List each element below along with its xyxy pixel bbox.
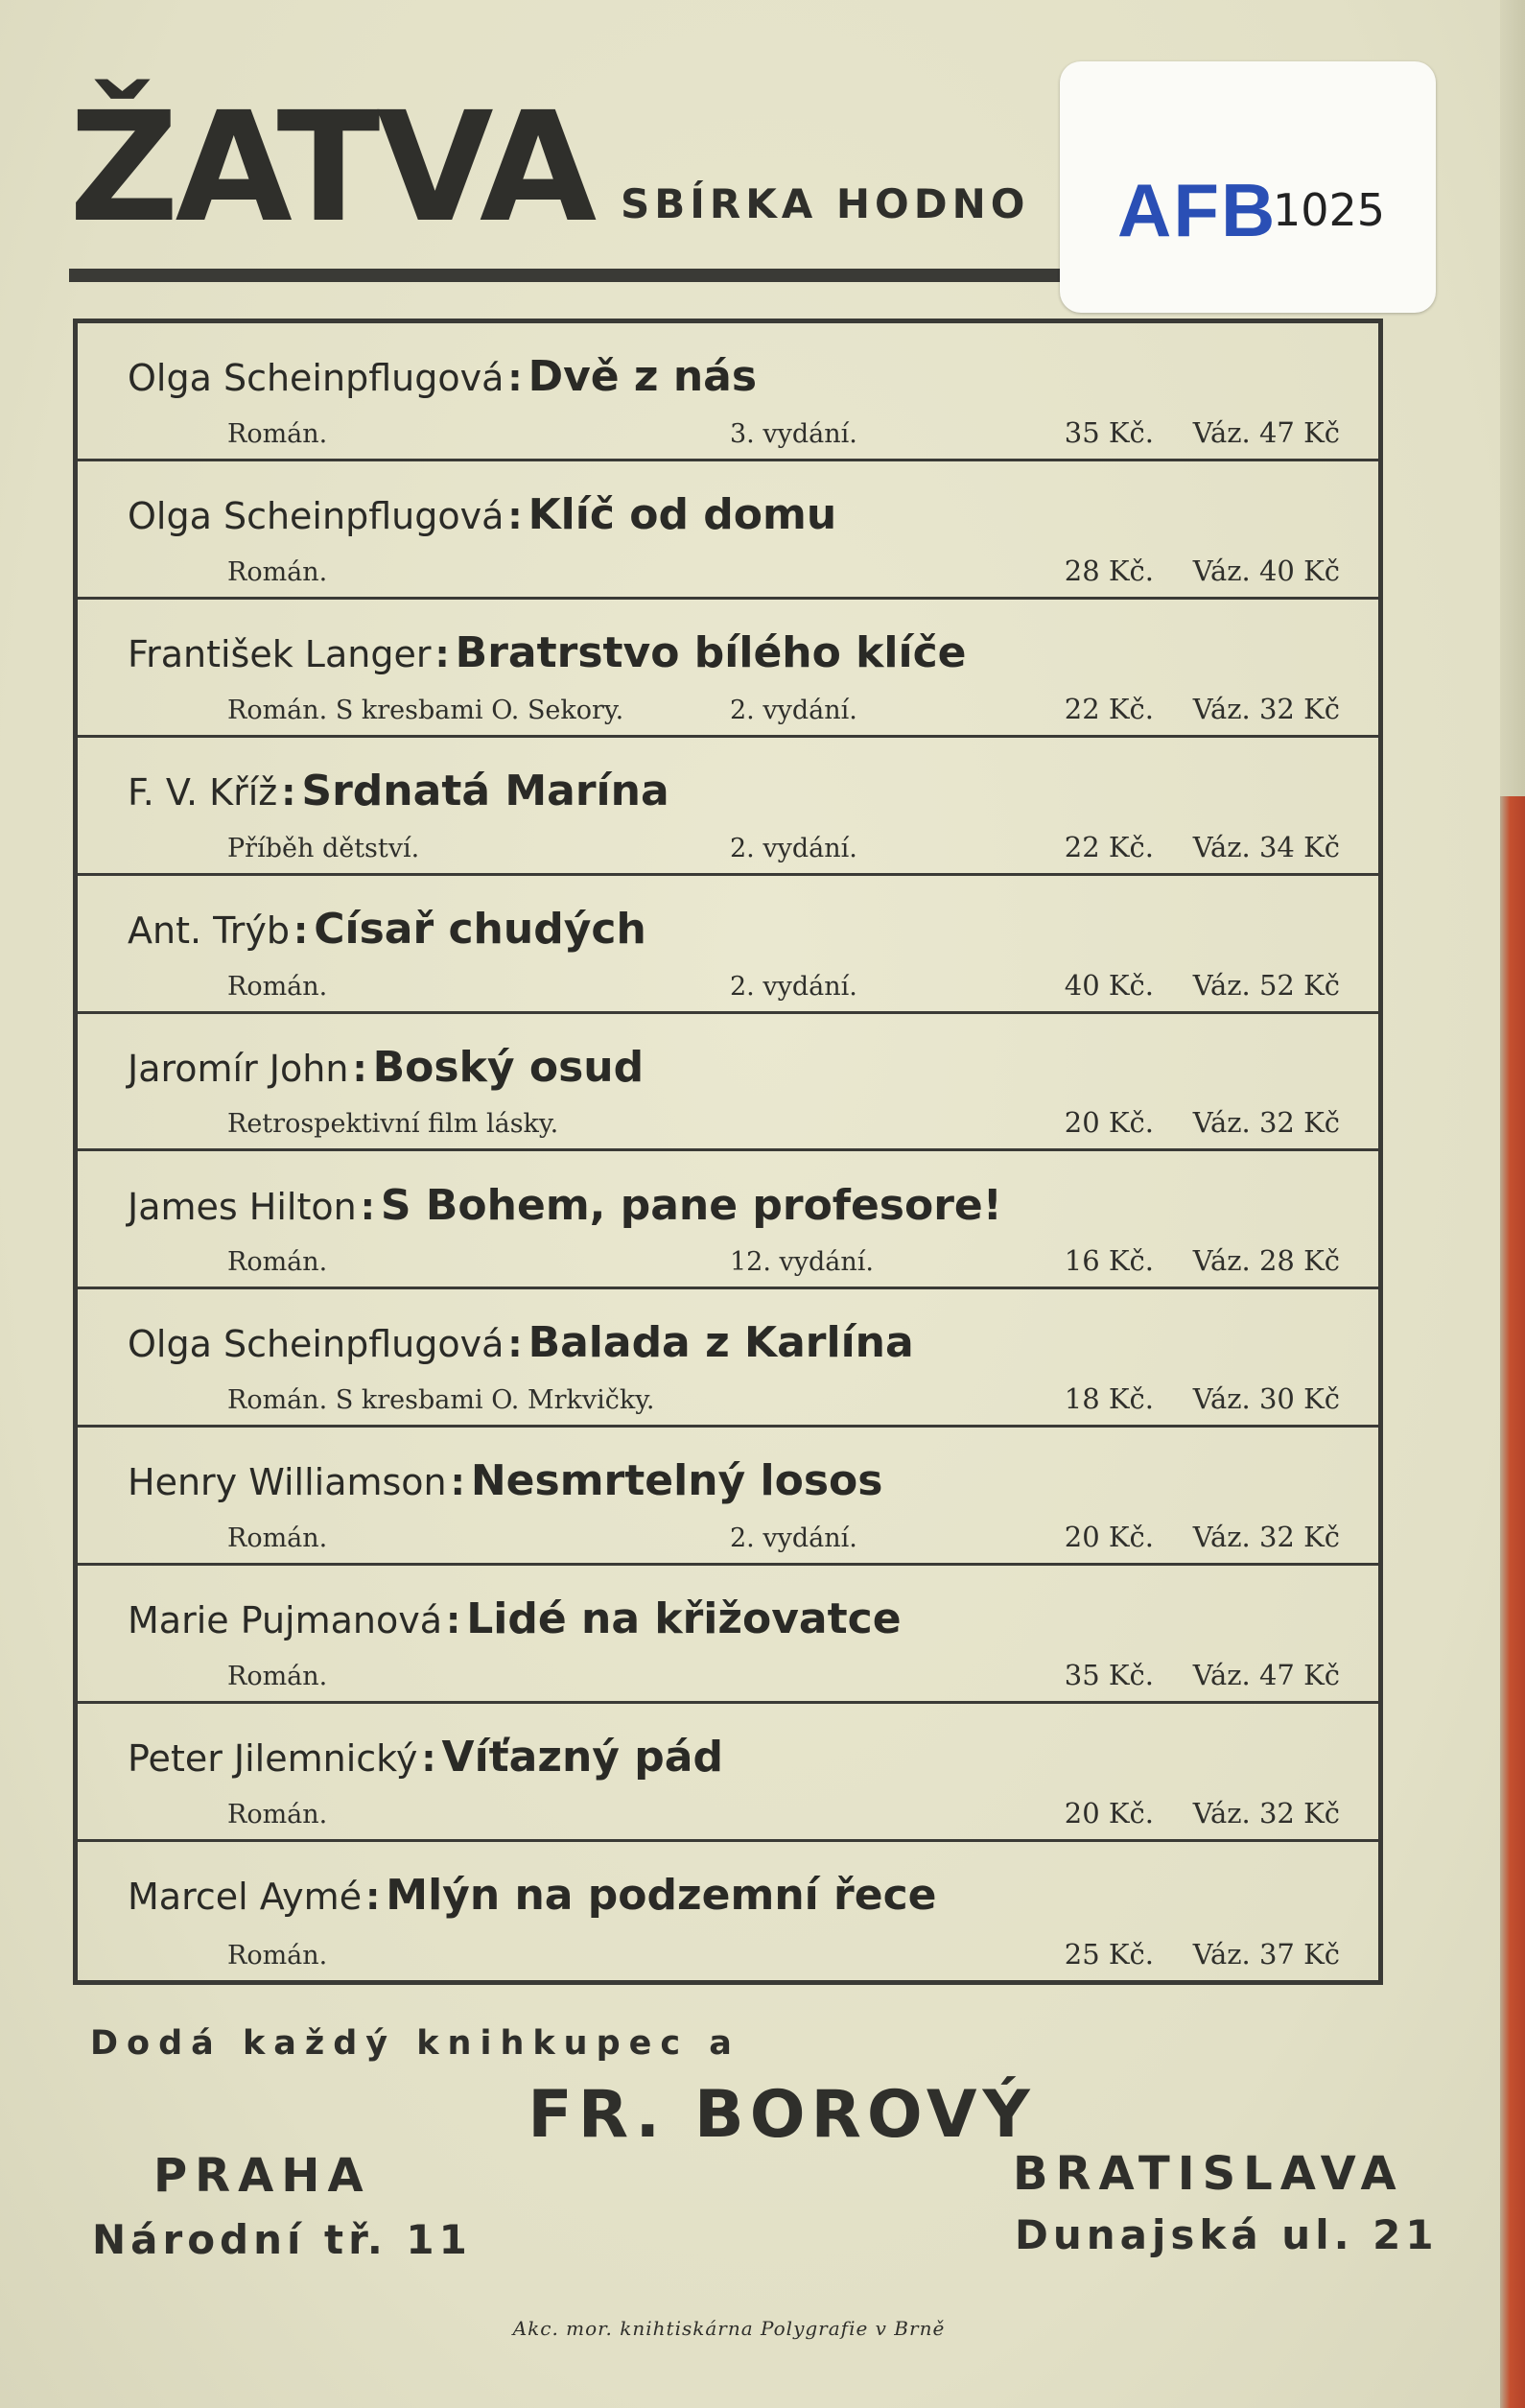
entry-subtitle: Román.: [227, 1940, 328, 1971]
entry-title: Balada z Karlína: [528, 1318, 914, 1368]
entry-colon: :: [446, 1599, 461, 1642]
book-catalog: [73, 319, 1383, 1985]
entry-subtitle: Román.: [227, 1662, 328, 1692]
entry-author: Henry Williamson: [128, 1461, 447, 1504]
entry-heading: [128, 1733, 723, 1782]
entry-price-bound: Váz. 40 Kč: [1192, 554, 1340, 587]
entry-subtitle: Román. S kresbami O. Mrkvičky.: [227, 1385, 655, 1416]
entry-edition: 2. vydání.: [730, 971, 857, 1002]
entry-title: Klíč od domu: [528, 489, 837, 539]
entry-title: S Bohem, pane profesore!: [380, 1180, 1002, 1230]
series-subtitle: SBÍRKA HODNO: [621, 180, 1030, 227]
entry-colon: :: [434, 632, 450, 675]
entry-title: Srdnatá Marína: [301, 766, 669, 815]
catalog-entry: [78, 600, 1378, 738]
entry-colon: :: [293, 909, 309, 952]
catalog-entry: [78, 876, 1378, 1014]
entry-colon: :: [507, 357, 523, 399]
entry-title: Víťazný pád: [441, 1733, 723, 1782]
entry-author: Olga Scheinpflugová: [128, 494, 504, 537]
entry-subtitle: Retrospektivní film lásky.: [227, 1109, 559, 1140]
entry-colon: :: [507, 1323, 523, 1366]
entry-colon: :: [507, 494, 523, 537]
catalog-entry: [78, 1152, 1378, 1290]
entry-price: 28 Kč.: [1064, 554, 1154, 587]
series-brand: ŽATVA: [69, 80, 594, 256]
entry-price-bound: Váz. 32 Kč: [1192, 1521, 1340, 1554]
entry-author: F. V. Kříž: [128, 770, 278, 814]
entry-edition: 2. vydání.: [730, 695, 857, 725]
entry-price-bound: Váz. 34 Kč: [1192, 830, 1340, 863]
entry-author: František Langer: [128, 632, 432, 675]
entry-edition: 3. vydání.: [730, 418, 857, 449]
entry-subtitle: Román. S kresbami O. Sekory.: [227, 695, 624, 725]
entry-heading: [128, 1456, 882, 1505]
catalog-entry: [78, 1289, 1378, 1428]
entry-price: 20 Kč.: [1064, 1521, 1154, 1554]
catalog-entry: [78, 1014, 1378, 1152]
city-praha: PRAHA: [153, 2149, 371, 2203]
entry-heading: [128, 905, 646, 954]
library-label-sticker: [1060, 61, 1436, 313]
entry-subtitle: Román.: [227, 1247, 328, 1278]
entry-edition: 2. vydání.: [730, 1523, 857, 1554]
entry-price: 16 Kč.: [1064, 1244, 1154, 1278]
entry-price-bound: Váz. 32 Kč: [1192, 1797, 1340, 1830]
city-bratislava: BRATISLAVA: [1013, 2147, 1404, 2201]
entry-author: Marcel Aymé: [128, 1876, 363, 1919]
entry-colon: :: [450, 1461, 465, 1504]
entry-edition: 2. vydání.: [730, 833, 857, 863]
publisher-name: FR. BOROVÝ: [528, 2077, 1036, 2153]
catalog-entry: [78, 323, 1378, 461]
entry-price-bound: Váz. 47 Kč: [1192, 415, 1340, 449]
entry-price: 20 Kč.: [1064, 1106, 1154, 1140]
entry-price: 20 Kč.: [1064, 1797, 1154, 1830]
entry-price-bound: Váz. 30 Kč: [1192, 1382, 1340, 1416]
entry-price: 35 Kč.: [1064, 415, 1154, 449]
entry-heading: [128, 1871, 937, 1920]
entry-title: Boský osud: [372, 1042, 645, 1092]
entry-price-bound: Váz. 32 Kč: [1192, 1106, 1340, 1140]
address-praha: Národní tř. 11: [92, 2216, 472, 2263]
entry-author: Ant. Trýb: [128, 909, 290, 952]
entry-price-bound: Váz. 32 Kč: [1192, 692, 1340, 725]
printer-imprint: Akc. mor. knihtiskárna Polygrafie v Brně: [512, 2317, 946, 2340]
entry-heading: [128, 628, 967, 677]
entry-subtitle: Román.: [227, 418, 328, 449]
entry-price-bound: Váz. 52 Kč: [1192, 968, 1340, 1002]
entry-price-bound: Váz. 47 Kč: [1192, 1659, 1340, 1692]
entry-edition: 12. vydání.: [730, 1247, 875, 1278]
entry-heading: [128, 352, 757, 401]
entry-title: Dvě z nás: [528, 352, 758, 401]
entry-colon: :: [421, 1737, 436, 1781]
availability-text: Dodá každý knihkupec a: [90, 2024, 740, 2063]
entry-heading: [128, 1043, 644, 1092]
entry-subtitle: Román.: [227, 971, 328, 1002]
entry-author: Olga Scheinpflugová: [128, 1323, 504, 1366]
entry-price: 18 Kč.: [1064, 1382, 1154, 1416]
entry-author: Marie Pujmanová: [128, 1599, 443, 1642]
entry-price: 22 Kč.: [1064, 830, 1154, 863]
red-spine-strip: [1500, 796, 1525, 2408]
label-number: 1025: [1273, 184, 1386, 236]
entry-heading: [128, 767, 669, 815]
entry-heading: [128, 490, 836, 539]
entry-subtitle: Příběh dětství.: [227, 833, 420, 863]
entry-price: 40 Kč.: [1064, 968, 1154, 1002]
catalog-entry: [78, 1704, 1378, 1842]
entry-author: Jaromír John: [128, 1047, 349, 1090]
entry-title: Bratrstvo bílého klíče: [455, 627, 967, 677]
address-bratislava: Dunajská ul. 21: [1015, 2211, 1439, 2258]
entry-price-bound: Váz. 28 Kč: [1192, 1244, 1340, 1278]
entry-price: 35 Kč.: [1064, 1659, 1154, 1692]
page-edge: [1500, 0, 1525, 796]
label-code: AFB: [1117, 168, 1278, 252]
catalog-entry: [78, 461, 1378, 600]
catalog-entry: [78, 1428, 1378, 1566]
entry-colon: :: [281, 770, 296, 814]
entry-price: 25 Kč.: [1064, 1937, 1154, 1971]
entry-heading: [128, 1181, 1002, 1230]
entry-author: James Hilton: [128, 1185, 357, 1228]
entry-heading: [128, 1318, 914, 1367]
entry-colon: :: [360, 1185, 375, 1228]
entry-title: Mlýn na podzemní řece: [386, 1871, 937, 1921]
catalog-entry: [78, 1842, 1378, 1980]
entry-price: 22 Kč.: [1064, 692, 1154, 725]
entry-colon: :: [365, 1876, 381, 1919]
entry-colon: :: [352, 1047, 367, 1090]
entry-author: Olga Scheinpflugová: [128, 357, 504, 399]
entry-subtitle: Román.: [227, 1523, 328, 1554]
entry-author: Peter Jilemnický: [128, 1737, 418, 1781]
entry-heading: [128, 1594, 902, 1643]
entry-price-bound: Váz. 37 Kč: [1192, 1937, 1340, 1971]
catalog-entry: [78, 1566, 1378, 1704]
catalog-entry: [78, 738, 1378, 876]
entry-subtitle: Román.: [227, 1800, 328, 1830]
entry-subtitle: Román.: [227, 556, 328, 587]
entry-title: Nesmrtelný losos: [470, 1456, 883, 1506]
entry-title: Lidé na křižovatce: [466, 1594, 902, 1644]
entry-title: Císař chudých: [314, 904, 646, 954]
